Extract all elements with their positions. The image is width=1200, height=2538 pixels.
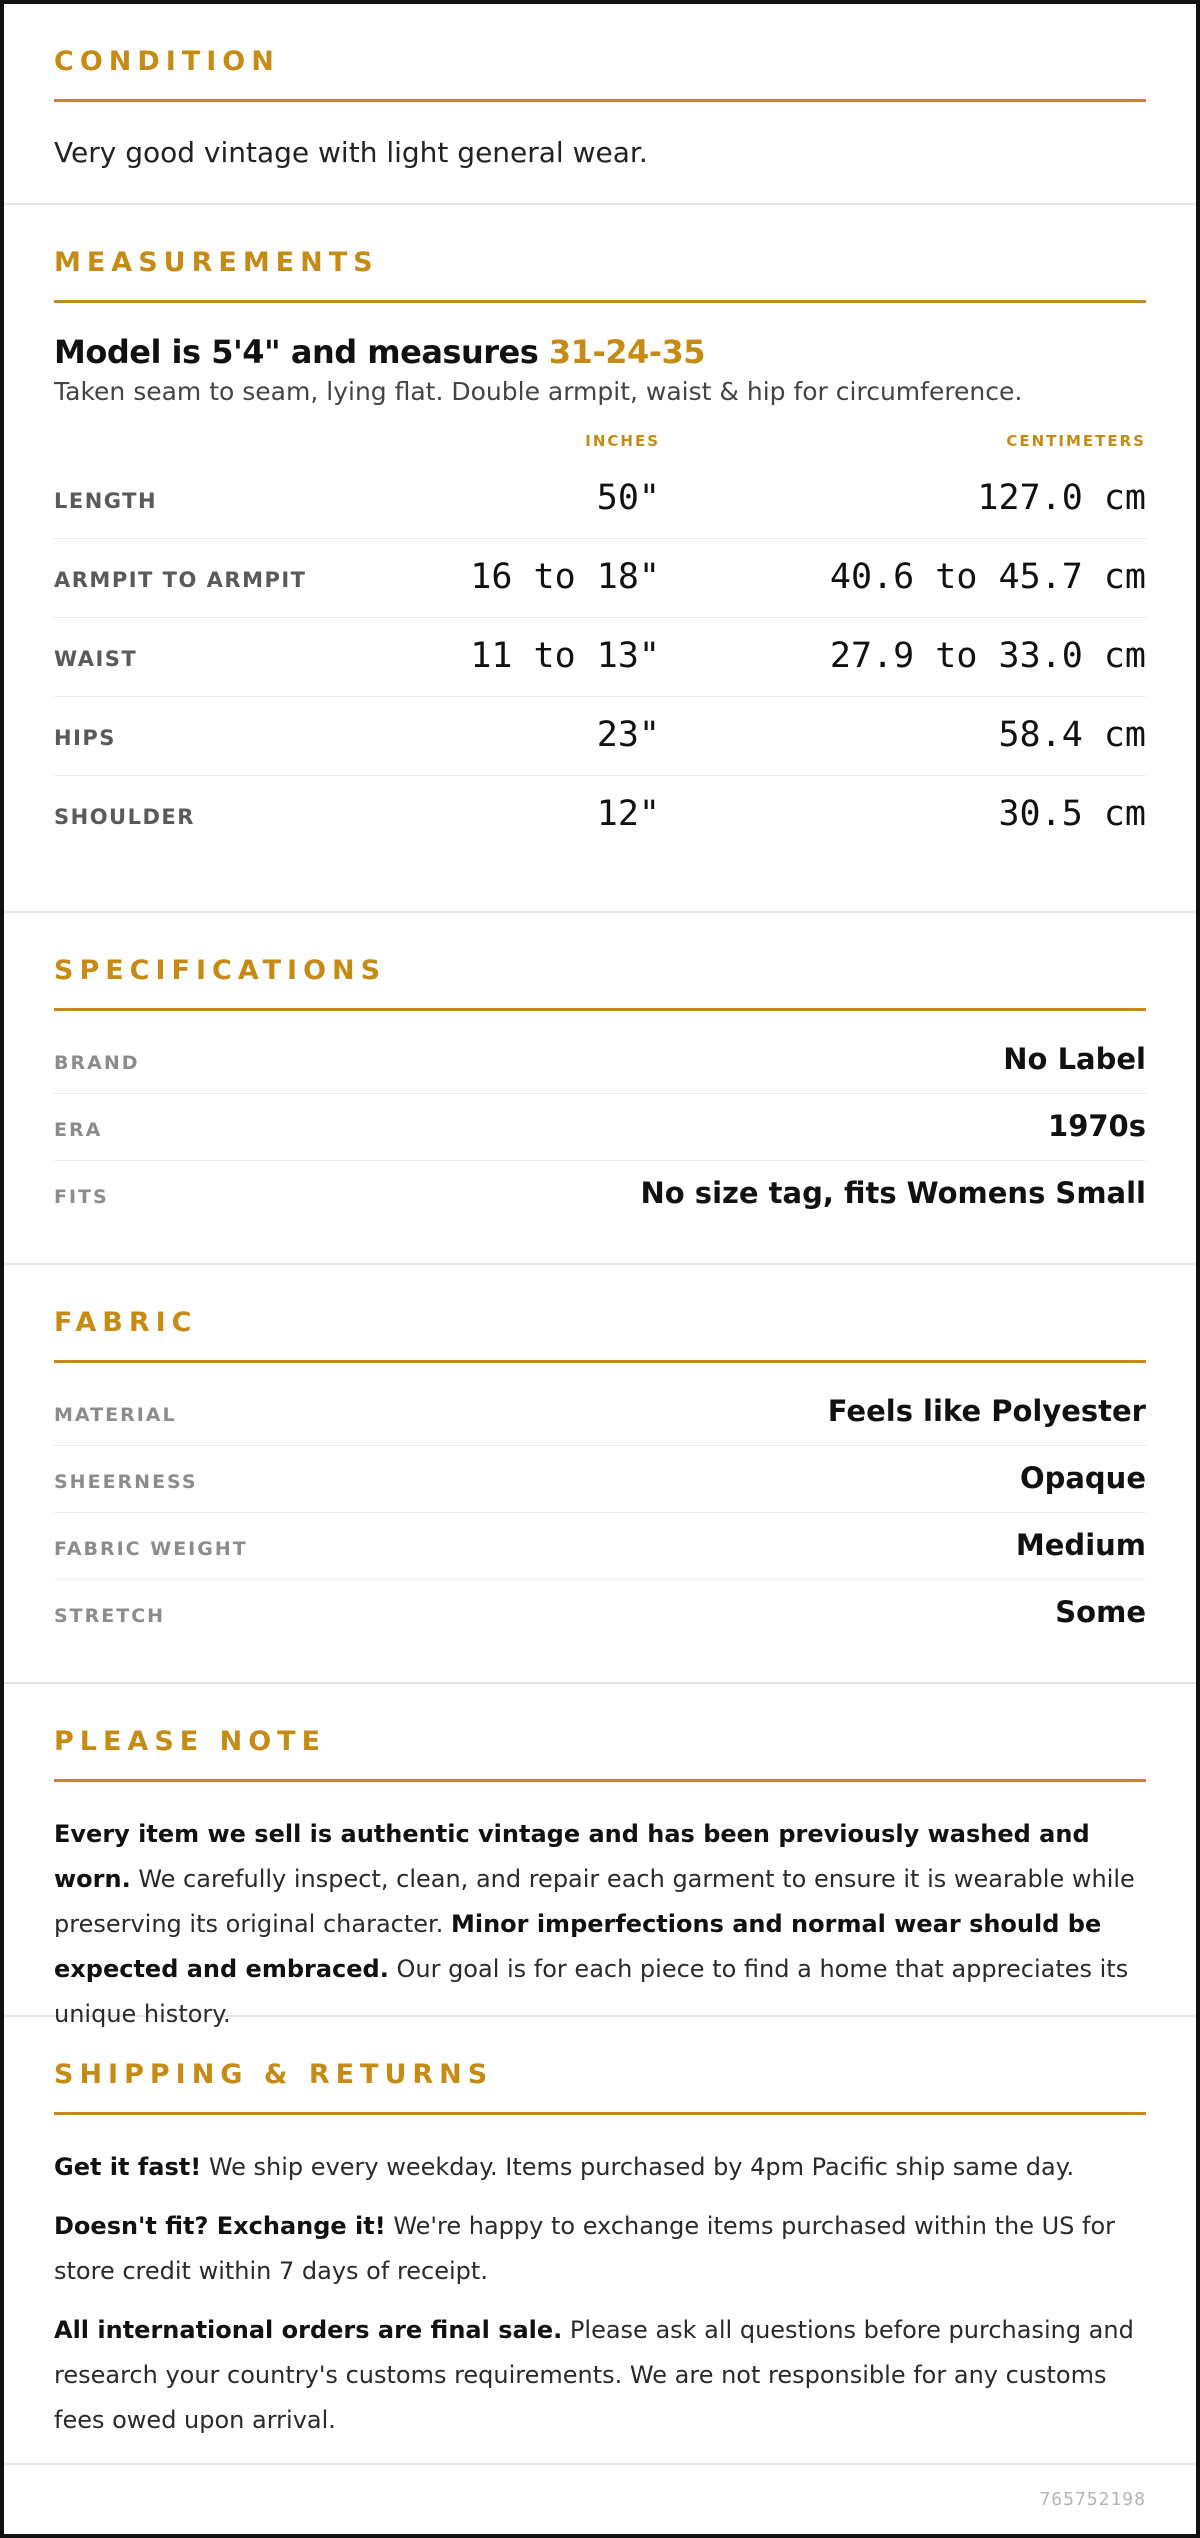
spec-value: No size tag, fits Womens Small xyxy=(640,1176,1146,1210)
specifications-section xyxy=(4,913,1196,1265)
model-measures: 31-24-35 xyxy=(548,333,706,371)
table-row xyxy=(54,776,1146,855)
condition-section xyxy=(4,4,1196,205)
list-item xyxy=(54,1161,1146,1228)
measurement-note: Taken seam to seam, lying flat. Double armpit, waist & hip for circumference. xyxy=(54,377,1023,406)
specifications-header xyxy=(54,913,1146,1011)
model-prefix: Model is 5'4" and measures xyxy=(54,333,549,371)
spec-value: No Label xyxy=(1003,1042,1146,1076)
section-title: SPECIFICATIONS xyxy=(54,955,387,986)
section-title: PLEASE NOTE xyxy=(54,1726,327,1757)
table-row xyxy=(54,460,1146,539)
international-text: Please ask all questions before purchasing and research your country's customs requirements. We are not responsible for any customs fees owed upon arrival. xyxy=(54,2316,1134,2434)
shipping-text: We ship every weekday. Items purchased by 4pm Pacific ship same day. xyxy=(201,2153,1075,2181)
spec-key: BRAND xyxy=(54,1052,140,1074)
fabric-list xyxy=(54,1379,1146,1647)
shipping-paragraph xyxy=(54,2145,1146,2190)
section-title: CONDITION xyxy=(54,46,280,77)
note-bold-1: Every item we sell is authentic vintage and has been previously washed and worn. xyxy=(54,1820,1090,1893)
measurement-label: HIPS xyxy=(54,726,116,750)
inches-value: 11 to 13" xyxy=(470,636,660,676)
measurement-label: ARMPIT TO ARMPIT xyxy=(54,568,307,592)
footer xyxy=(4,2465,1196,2535)
condition-text: Very good vintage with light general wear. xyxy=(54,136,648,169)
measurement-label: SHOULDER xyxy=(54,805,195,829)
exchange-bold: Doesn't fit? Exchange it! xyxy=(54,2212,386,2240)
measurements-table xyxy=(54,432,1146,855)
fabric-key: FABRIC WEIGHT xyxy=(54,1538,248,1560)
fabric-header xyxy=(54,1265,1146,1363)
measurement-label: WAIST xyxy=(54,647,138,671)
inches-value: 12" xyxy=(596,794,660,834)
inches-value: 23" xyxy=(596,715,660,755)
exchange-paragraph xyxy=(54,2204,1146,2294)
inches-value: 16 to 18" xyxy=(470,557,660,597)
fabric-key: SHEERNESS xyxy=(54,1471,198,1493)
please-note-section xyxy=(4,1684,1196,2028)
international-bold: All international orders are final sale. xyxy=(54,2316,563,2344)
note-paragraph xyxy=(54,1812,1146,2037)
note-text-2: Our goal is for each piece to find a home that appreciates its unique history. xyxy=(54,1955,1129,2028)
centimeters-column-header: CENTIMETERS xyxy=(1006,432,1146,450)
measurement-label: LENGTH xyxy=(54,489,158,513)
list-item xyxy=(54,1379,1146,1446)
section-title: MEASUREMENTS xyxy=(54,247,379,278)
condition-header xyxy=(54,4,1146,102)
model-info xyxy=(54,333,1146,371)
fabric-key: STRETCH xyxy=(54,1605,166,1627)
cm-value: 127.0 cm xyxy=(977,478,1146,518)
table-row xyxy=(54,618,1146,697)
spec-value: 1970s xyxy=(1048,1109,1146,1143)
measurements-header xyxy=(54,205,1146,303)
fabric-value: Medium xyxy=(1015,1528,1146,1562)
list-item xyxy=(54,1094,1146,1161)
shipping-returns-section xyxy=(4,2017,1196,2465)
cm-value: 40.6 to 45.7 cm xyxy=(829,557,1146,597)
fabric-value: Some xyxy=(1055,1595,1146,1629)
please-note-header xyxy=(54,1684,1146,1782)
table-row xyxy=(54,697,1146,776)
list-item xyxy=(54,1513,1146,1580)
inches-column-header: INCHES xyxy=(585,432,660,450)
fabric-key: MATERIAL xyxy=(54,1404,177,1426)
cm-value: 27.9 to 33.0 cm xyxy=(829,636,1146,676)
table-row xyxy=(54,539,1146,618)
list-item xyxy=(54,1446,1146,1513)
fabric-value: Feels like Polyester xyxy=(827,1394,1146,1428)
list-item xyxy=(54,1027,1146,1094)
spec-key: ERA xyxy=(54,1119,103,1141)
specifications-list xyxy=(54,1027,1146,1228)
fabric-value: Opaque xyxy=(1019,1461,1146,1495)
note-text-1: We carefully inspect, clean, and repair each garment to ensure it is wearable while preserving its original character. xyxy=(54,1865,1135,1938)
cm-value: 58.4 cm xyxy=(998,715,1146,755)
shipping-header xyxy=(54,2017,1146,2115)
spec-key: FITS xyxy=(54,1186,109,1208)
note-bold-2: Minor imperfections and normal wear should be expected and embraced. xyxy=(54,1910,1102,1983)
list-item xyxy=(54,1580,1146,1647)
section-title: SHIPPING & RETURNS xyxy=(54,2059,494,2090)
table-header xyxy=(54,432,1146,460)
cm-value: 30.5 cm xyxy=(998,794,1146,834)
inches-value: 50" xyxy=(596,478,660,518)
section-title: FABRIC xyxy=(54,1307,198,1338)
measurements-section xyxy=(4,205,1196,913)
international-paragraph xyxy=(54,2308,1146,2443)
exchange-text: We're happy to exchange items purchased within the US for store credit within 7 days of receipt. xyxy=(54,2212,1116,2285)
shipping-bold: Get it fast! xyxy=(54,2153,202,2181)
sku-number: 765752198 xyxy=(1039,2489,1146,2510)
fabric-section xyxy=(4,1265,1196,1684)
